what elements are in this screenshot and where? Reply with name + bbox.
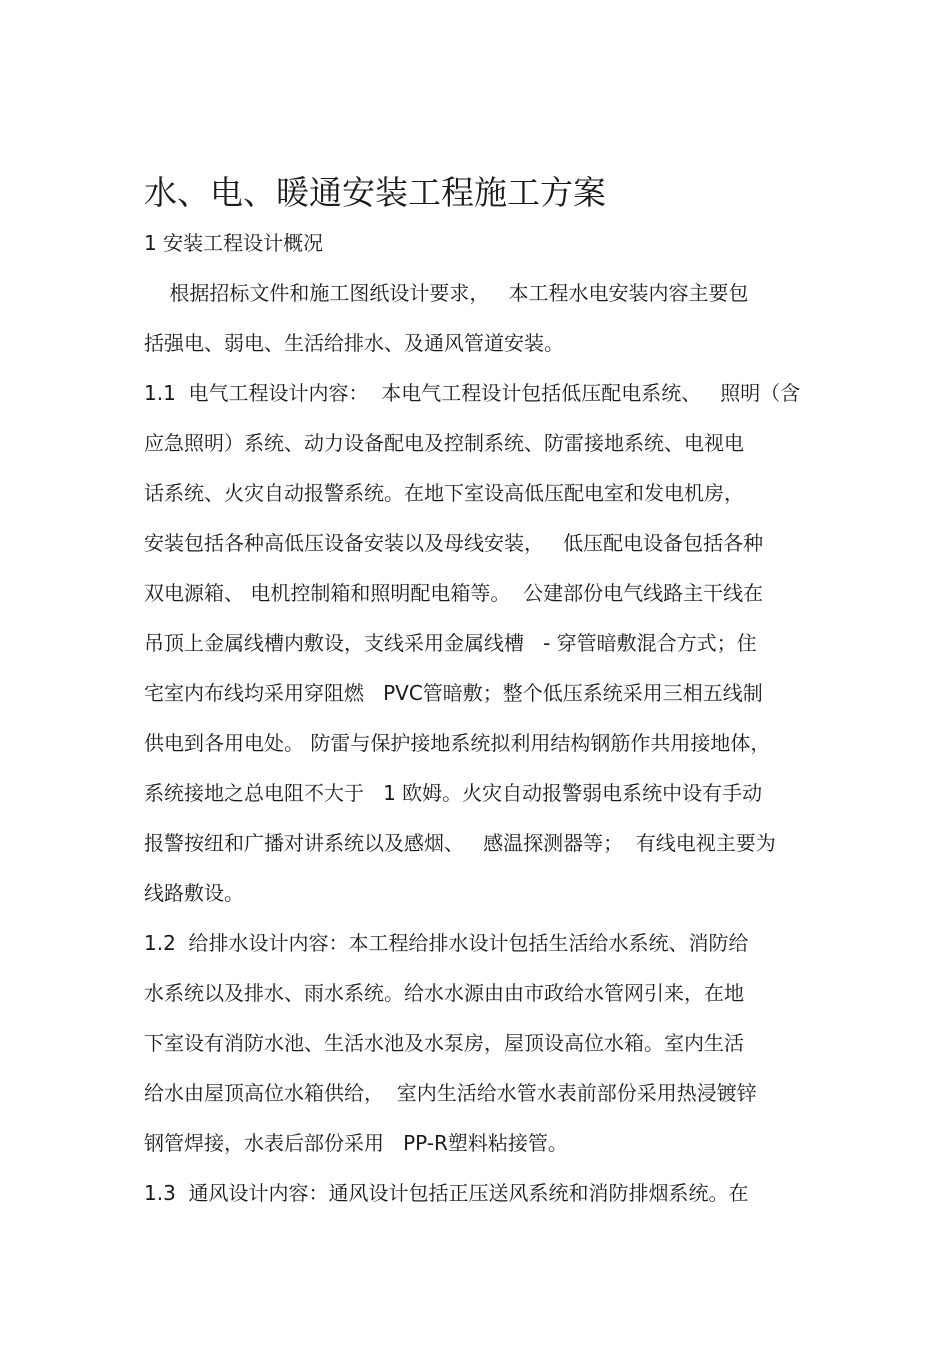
paragraph-line: 钢管焊接，水表后部份采用 PP-R塑料粘接管。 [144,1131,568,1155]
document-title: 水、电、暖通安装工程施工方案 [144,173,606,212]
paragraph-line: 安装包括各种高低压设备安装以及母线安装， 低压配电设备包括各种 [144,531,764,555]
paragraph-line: 供电到各用电处。 防雷与保护接地系统拟利用结构钢筋作共用接地体， [144,731,771,755]
paragraph-line: 宅室内布线均采用穿阻燃 PVC管暗敷；整个低压系统采用三相五线制 [144,681,763,705]
paragraph-line: 线路敷设。 [144,881,244,905]
paragraph-line: 括强电、弱电、生活给排水、及通风管道安装。 [144,331,564,355]
paragraph-line: 报警按纽和广播对讲系统以及感烟、 感温探测器等； 有线电视主要为 [144,831,776,855]
paragraph-line: 话系统、火灾自动报警系统。在地下室设高低压配电室和发电机房， [144,481,744,505]
paragraph-line: 应急照明）系统、动力设备配电及控制系统、防雷接地系统、电视电 [144,431,744,455]
paragraph-line: 系统接地之总电阻不大于 1 欧姆。火灾自动报警弱电系统中设有手动 [144,781,763,805]
paragraph-line: 1.2 给排水设计内容：本工程给排水设计包括生活给水系统、消防给 [144,931,749,955]
section-heading-1: 1 安装工程设计概况 [144,231,324,255]
paragraph-line: 根据招标文件和施工图纸设计要求， 本工程水电安装内容主要包 [144,281,749,305]
paragraph-line: 水系统以及排水、雨水系统。给水水源由由市政给水管网引来，在地 [144,981,744,1005]
paragraph-line: 给水由屋顶高位水箱供给， 室内生活给水管水表前部份采用热浸镀锌 [144,1081,757,1105]
paragraph-line: 1.1 电气工程设计内容： 本电气工程设计包括低压配电系统、 照明（含 [144,381,801,405]
paragraph-line: 下室设有消防水池、生活水池及水泵房，屋顶设高位水箱。室内生活 [144,1031,744,1055]
paragraph-line: 吊顶上金属线槽内敷设，支线采用金属线槽 - 穿管暗敷混合方式；住 [144,631,757,655]
paragraph-line: 1.3 通风设计内容：通风设计包括正压送风系统和消防排烟系统。在 [144,1181,749,1205]
paragraph-line: 双电源箱、 电机控制箱和照明配电箱等。 公建部份电气线路主干线在 [144,581,764,605]
